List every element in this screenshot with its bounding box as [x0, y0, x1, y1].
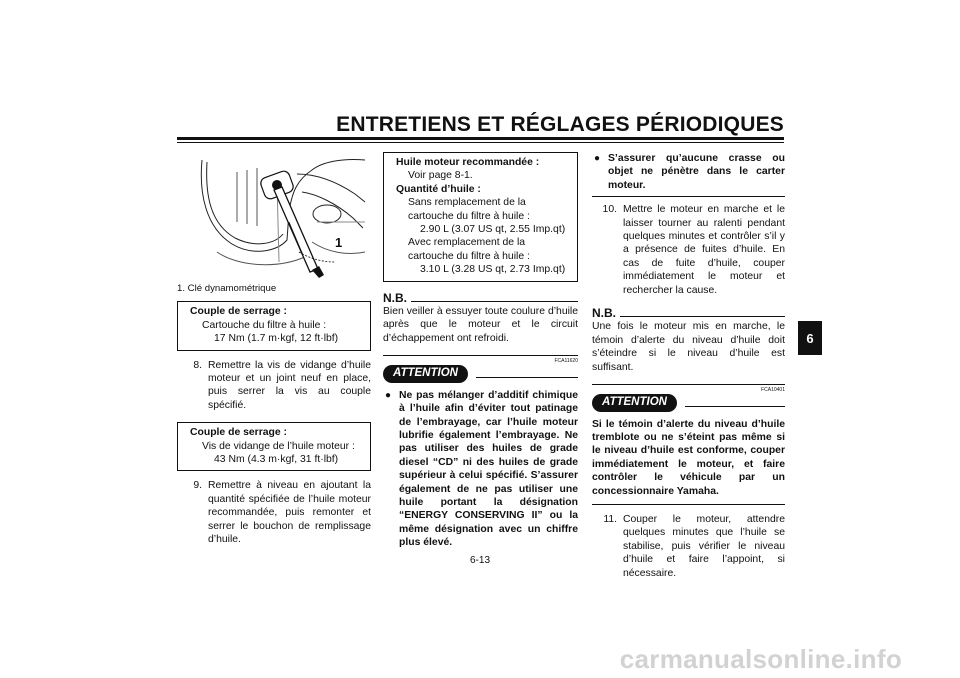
figure-callout-number: 1: [335, 235, 343, 250]
step-11: [592, 513, 785, 580]
watermark-link[interactable]: carmanualsonline.info: [619, 644, 902, 674]
attention-bottom-rule: [592, 504, 785, 505]
warning-icon: ATTENTION: [383, 365, 468, 382]
attention-bullet: [383, 389, 578, 550]
spec-line: Vis de vidange de l’huile moteur :: [202, 440, 355, 452]
header-rule-thin: [177, 142, 784, 143]
spec-line: Cartouche du filtre à huile :: [202, 319, 327, 331]
warning-icon: ATTENTION: [592, 394, 677, 411]
attention-header: [592, 394, 785, 411]
page-header-title: ENTRETIENS ET RÉGLAGES PÉRIODIQUES: [336, 113, 784, 136]
attention-rule: [685, 406, 785, 407]
chapter-tab[interactable]: 6: [798, 321, 822, 355]
step-number: 9.: [193, 480, 202, 492]
torque-spec-filter: [177, 301, 371, 350]
attention-code: FCA11620: [554, 358, 578, 365]
step-number: 10.: [602, 204, 617, 216]
step-number: 11.: [603, 513, 617, 525]
attention-bullet: [592, 152, 785, 192]
spec-title: Couple de serrage :: [190, 306, 288, 318]
attention-bottom-rule: [592, 196, 785, 197]
note-rule: [620, 316, 785, 317]
note-label: N.B.: [383, 290, 407, 305]
spec-line: Sans remplacement de la cartouche du filtre à huile :: [408, 197, 530, 222]
step-text: Remettre la vis de vidange d’huile moteur et un joint neuf en place, puis serrer la vis au couple spécifié.: [208, 359, 371, 411]
spec-title: Huile moteur recommandée :: [396, 157, 540, 168]
spec-value: 43 Nm (4.3 m·kgf, 31 ft·lbf): [214, 454, 339, 466]
column-right: [592, 152, 785, 580]
step-text: Couper le moteur, attendre quelques minutes que l’huile se stabilise, puis vérifier le niveau d’huile et faire l’appoint, si nécessaire.: [623, 513, 785, 579]
bullet-dot-icon: ●: [385, 389, 392, 401]
step-8: [177, 359, 371, 413]
bullet-text: S’assurer qu’aucune crasse ou objet ne pénètre dans le carter moteur.: [608, 153, 785, 191]
attention-text: Si le témoin d’alerte du niveau d’huile tremblote ou ne s’éteint pas même si le niveau d’huile est conforme, couper immédiatement le moteur, et faire contrôler le véhicule par un concessionnaire Yamaha.: [592, 418, 785, 497]
spec-line: Voir page 8-1.: [408, 170, 473, 182]
torque-wrench-illustration: [177, 152, 371, 280]
step-text: Remettre à niveau en ajoutant la quantité spécifiée de l’huile moteur recommandée, puis remonter et serrer le bouchon de remplissage d’huile.: [208, 480, 371, 546]
attention-code: FCA10401: [761, 387, 785, 394]
attention-header: [383, 365, 578, 382]
attention-rule: [476, 377, 578, 378]
attention-top-rule: [592, 384, 785, 385]
torque-wrench-figure: [177, 152, 371, 280]
oil-spec-box: [383, 152, 578, 282]
spec-line: Avec remplacement de la cartouche du filtre à huile :: [408, 237, 530, 262]
note-label: N.B.: [592, 306, 616, 321]
step-9: [177, 479, 371, 546]
step-number: 8.: [193, 359, 202, 371]
note-text: Bien veiller à essuyer toute coulure d’huile après que le moteur et le circuit d’échappement ont refroidi.: [383, 306, 578, 344]
note-box-2: [592, 307, 785, 374]
spec-value: 2.90 L (3.07 US qt, 2.55 Imp.qt): [420, 224, 566, 236]
note-box-1: [383, 292, 578, 346]
note-header: [592, 307, 785, 320]
spec-value: 3.10 L (3.28 US qt, 2.73 Imp.qt): [420, 264, 566, 276]
attention-top-rule: [383, 355, 578, 356]
torque-spec-drain-bolt: [177, 422, 371, 471]
figure-caption: 1. Clé dynamométrique: [177, 283, 277, 294]
bullet-dot-icon: ●: [594, 153, 601, 164]
column-middle: [383, 152, 578, 550]
page-number: 6-13: [469, 555, 490, 566]
header-rule-thick: [177, 137, 784, 140]
step-text: Mettre le moteur en marche et le laisser tourner au ralenti pendant quelques minutes et contrôler s’il y a présence de fuites d’huile. En cas de fuite d’huile, couper immédiatement le moteur et rechercher la cause.: [623, 204, 785, 296]
attention-box-1: [383, 355, 578, 549]
spec-title: Quantité d’huile :: [396, 183, 481, 195]
note-header: [383, 292, 578, 305]
column-left: [177, 152, 371, 547]
note-rule: [411, 301, 578, 302]
bullet-text: Ne pas mélanger d’additif chimique à l’huile afin d’éviter tout patinage de l’embrayage, car l’huile moteur lubrifie également l’embrayage. Ne pas utiliser des huiles de grade diesel “CD” ni des huiles de grade supérieur à celui spécifié. S’assurer également de ne pas utiliser une huile portant la désignation “ENERGY CONSERVING II” ou la même désignation avec un chiffre plus élevé.: [399, 389, 578, 549]
attention-box-2: [592, 384, 785, 505]
note-text: Une fois le moteur mis en marche, le témoin d’alerte du niveau d’huile doit s’éteindre si le niveau d’huile est suffisant.: [592, 321, 785, 373]
spec-value: 17 Nm (1.7 m·kgf, 12 ft·lbf): [214, 333, 339, 345]
spec-title: Couple de serrage :: [190, 427, 288, 439]
step-10: [592, 203, 785, 297]
